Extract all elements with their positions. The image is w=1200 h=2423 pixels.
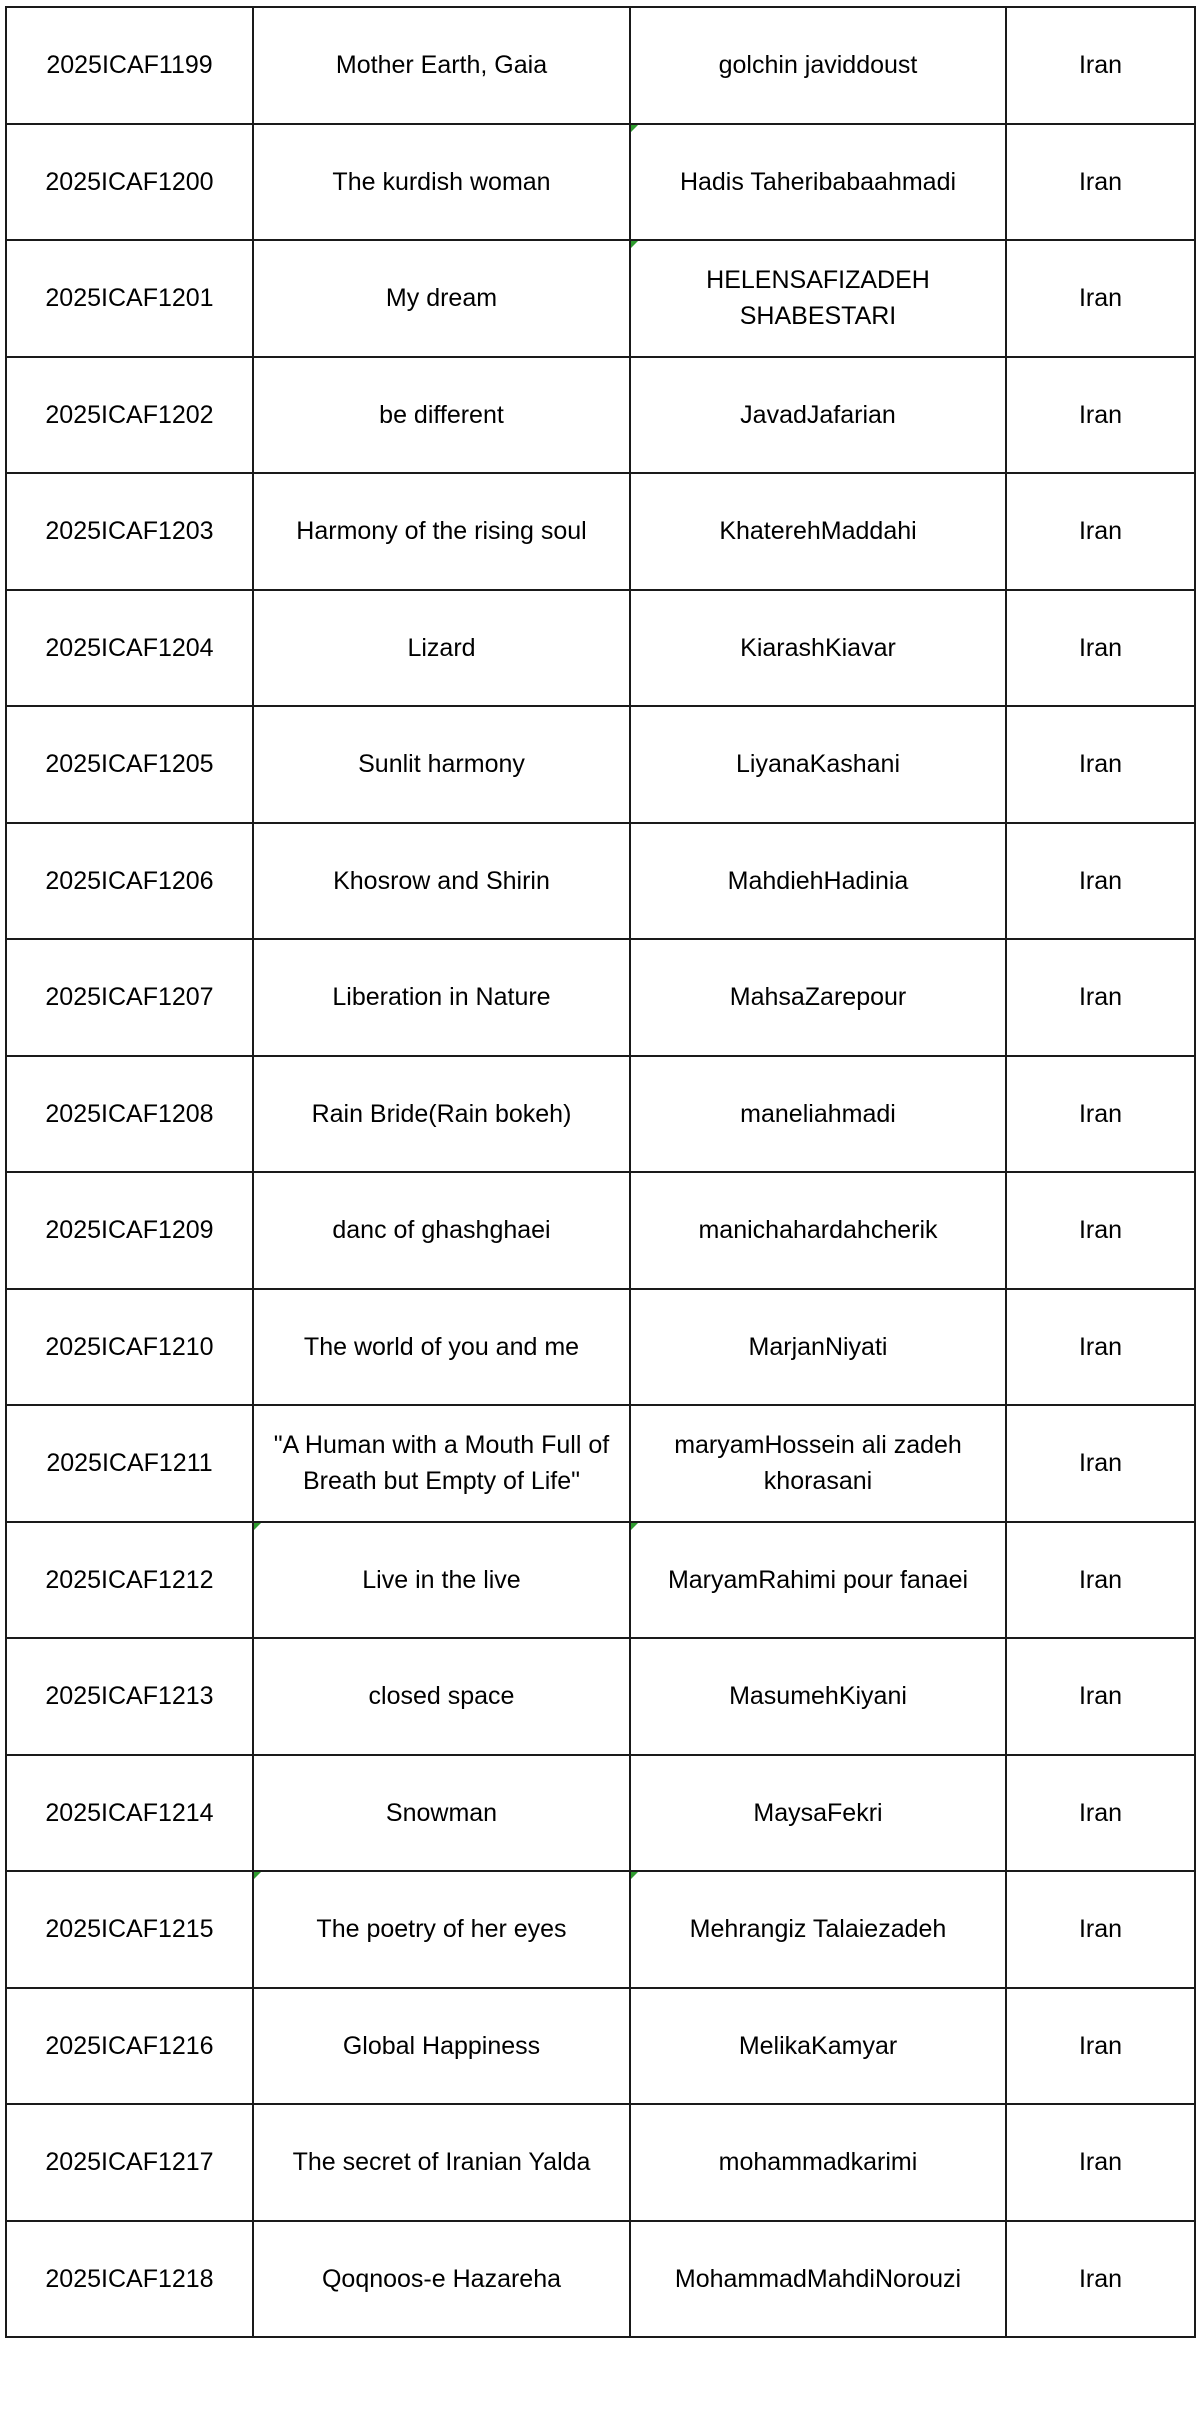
entry-id-cell[interactable]: 2025ICAF1204 xyxy=(6,590,253,707)
table-row xyxy=(6,2221,1195,2338)
table-row xyxy=(6,357,1195,474)
artwork-title-cell[interactable]: Harmony of the rising soul xyxy=(253,473,630,590)
country-cell[interactable]: Iran xyxy=(1006,1988,1195,2105)
table-row xyxy=(6,590,1195,707)
table-row xyxy=(6,1871,1195,1988)
country-cell[interactable]: Iran xyxy=(1006,1755,1195,1872)
artist-name-cell[interactable]: MaysaFekri xyxy=(630,1755,1006,1872)
artwork-title-cell[interactable]: Snowman xyxy=(253,1755,630,1872)
country-cell[interactable]: Iran xyxy=(1006,7,1195,124)
entry-id-cell[interactable]: 2025ICAF1210 xyxy=(6,1289,253,1406)
country-cell[interactable]: Iran xyxy=(1006,2221,1195,2338)
country-cell[interactable]: Iran xyxy=(1006,240,1195,357)
table-row xyxy=(6,1638,1195,1755)
artist-name-cell[interactable]: MelikaKamyar xyxy=(630,1988,1006,2105)
table-row xyxy=(6,823,1195,940)
artwork-title-cell[interactable]: The secret of Iranian Yalda xyxy=(253,2104,630,2221)
table-row xyxy=(6,7,1195,124)
artwork-title-cell[interactable]: Mother Earth, Gaia xyxy=(253,7,630,124)
table-row xyxy=(6,1988,1195,2105)
artwork-title-cell[interactable]: Qoqnoos-e Hazareha xyxy=(253,2221,630,2338)
artist-name-cell[interactable]: manichahardahcherik xyxy=(630,1172,1006,1289)
country-cell[interactable]: Iran xyxy=(1006,590,1195,707)
entries-table xyxy=(5,6,1196,2338)
entry-id-cell[interactable]: 2025ICAF1202 xyxy=(6,357,253,474)
entry-id-cell[interactable]: 2025ICAF1199 xyxy=(6,7,253,124)
artist-name-cell[interactable]: Mehrangiz Talaiezadeh xyxy=(630,1871,1006,1988)
country-cell[interactable]: Iran xyxy=(1006,2104,1195,2221)
artwork-title-cell[interactable]: My dream xyxy=(253,240,630,357)
country-cell[interactable]: Iran xyxy=(1006,1289,1195,1406)
artwork-title-cell[interactable]: closed space xyxy=(253,1638,630,1755)
country-cell[interactable]: Iran xyxy=(1006,1056,1195,1173)
table-row xyxy=(6,2104,1195,2221)
table-row xyxy=(6,706,1195,823)
artist-name-cell[interactable]: MaryamRahimi pour fanaei xyxy=(630,1522,1006,1639)
entry-id-cell[interactable]: 2025ICAF1206 xyxy=(6,823,253,940)
table-row xyxy=(6,1522,1195,1639)
artist-name-cell[interactable]: MasumehKiyani xyxy=(630,1638,1006,1755)
entry-id-cell[interactable]: 2025ICAF1207 xyxy=(6,939,253,1056)
entry-id-cell[interactable]: 2025ICAF1217 xyxy=(6,2104,253,2221)
artwork-title-cell[interactable]: danc of ghashghaei xyxy=(253,1172,630,1289)
entry-id-cell[interactable]: 2025ICAF1215 xyxy=(6,1871,253,1988)
artwork-title-cell[interactable]: The poetry of her eyes xyxy=(253,1871,630,1988)
artist-name-cell[interactable]: HELENSAFIZADEH SHABESTARI xyxy=(630,240,1006,357)
entry-id-cell[interactable]: 2025ICAF1203 xyxy=(6,473,253,590)
table-row xyxy=(6,1056,1195,1173)
artwork-title-cell[interactable]: be different xyxy=(253,357,630,474)
artist-name-cell[interactable]: LiyanaKashani xyxy=(630,706,1006,823)
country-cell[interactable]: Iran xyxy=(1006,939,1195,1056)
table-row xyxy=(6,1405,1195,1522)
entry-id-cell[interactable]: 2025ICAF1218 xyxy=(6,2221,253,2338)
country-cell[interactable]: Iran xyxy=(1006,1871,1195,1988)
artist-name-cell[interactable]: maneliahmadi xyxy=(630,1056,1006,1173)
entry-id-cell[interactable]: 2025ICAF1205 xyxy=(6,706,253,823)
country-cell[interactable]: Iran xyxy=(1006,1405,1195,1522)
table-row xyxy=(6,473,1195,590)
artwork-title-cell[interactable]: The kurdish woman xyxy=(253,124,630,241)
artist-name-cell[interactable]: mohammadkarimi xyxy=(630,2104,1006,2221)
artwork-title-cell[interactable]: Sunlit harmony xyxy=(253,706,630,823)
entry-id-cell[interactable]: 2025ICAF1212 xyxy=(6,1522,253,1639)
entry-id-cell[interactable]: 2025ICAF1211 xyxy=(6,1405,253,1522)
artist-name-cell[interactable]: KhaterehMaddahi xyxy=(630,473,1006,590)
entry-id-cell[interactable]: 2025ICAF1216 xyxy=(6,1988,253,2105)
artwork-title-cell[interactable]: Liberation in Nature xyxy=(253,939,630,1056)
country-cell[interactable]: Iran xyxy=(1006,1638,1195,1755)
entry-id-cell[interactable]: 2025ICAF1213 xyxy=(6,1638,253,1755)
artist-name-cell[interactable]: golchin javiddoust xyxy=(630,7,1006,124)
artist-name-cell[interactable]: KiarashKiavar xyxy=(630,590,1006,707)
artwork-title-cell[interactable]: Khosrow and Shirin xyxy=(253,823,630,940)
country-cell[interactable]: Iran xyxy=(1006,473,1195,590)
table-row xyxy=(6,124,1195,241)
artwork-title-cell[interactable]: Global Happiness xyxy=(253,1988,630,2105)
country-cell[interactable]: Iran xyxy=(1006,1522,1195,1639)
artist-name-cell[interactable]: MohammadMahdiNorouzi xyxy=(630,2221,1006,2338)
entries-table-body xyxy=(6,7,1195,2337)
table-row xyxy=(6,1755,1195,1872)
country-cell[interactable]: Iran xyxy=(1006,823,1195,940)
artist-name-cell[interactable]: MahsaZarepour xyxy=(630,939,1006,1056)
artist-name-cell[interactable]: maryamHossein ali zadeh khorasani xyxy=(630,1405,1006,1522)
artwork-title-cell[interactable]: The world of you and me xyxy=(253,1289,630,1406)
entry-id-cell[interactable]: 2025ICAF1201 xyxy=(6,240,253,357)
artist-name-cell[interactable]: MarjanNiyati xyxy=(630,1289,1006,1406)
artwork-title-cell[interactable]: Lizard xyxy=(253,590,630,707)
table-row xyxy=(6,939,1195,1056)
entry-id-cell[interactable]: 2025ICAF1209 xyxy=(6,1172,253,1289)
artist-name-cell[interactable]: JavadJafarian xyxy=(630,357,1006,474)
table-row xyxy=(6,240,1195,357)
entry-id-cell[interactable]: 2025ICAF1208 xyxy=(6,1056,253,1173)
artist-name-cell[interactable]: Hadis Taheribabaahmadi xyxy=(630,124,1006,241)
artist-name-cell[interactable]: MahdiehHadinia xyxy=(630,823,1006,940)
country-cell[interactable]: Iran xyxy=(1006,706,1195,823)
entry-id-cell[interactable]: 2025ICAF1200 xyxy=(6,124,253,241)
entry-id-cell[interactable]: 2025ICAF1214 xyxy=(6,1755,253,1872)
table-row xyxy=(6,1172,1195,1289)
country-cell[interactable]: Iran xyxy=(1006,1172,1195,1289)
artwork-title-cell[interactable]: "A Human with a Mouth Full of Breath but Empty of Life" xyxy=(253,1405,630,1522)
table-row xyxy=(6,1289,1195,1406)
country-cell[interactable]: Iran xyxy=(1006,357,1195,474)
artwork-title-cell[interactable]: Live in the live xyxy=(253,1522,630,1639)
artwork-title-cell[interactable]: Rain Bride(Rain bokeh) xyxy=(253,1056,630,1173)
country-cell[interactable]: Iran xyxy=(1006,124,1195,241)
